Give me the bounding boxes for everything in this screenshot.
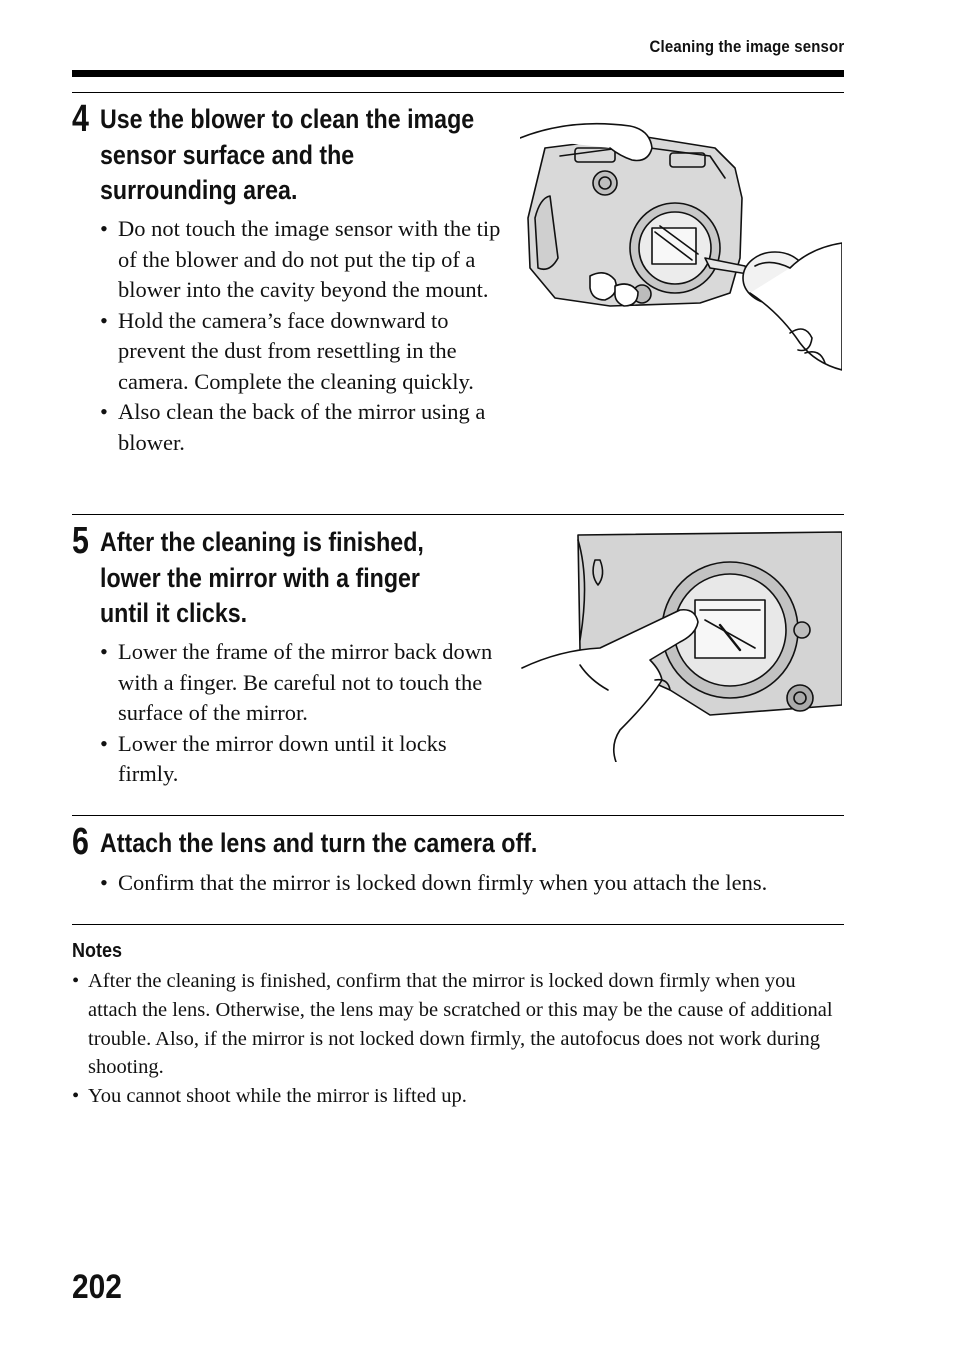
list-item: • Hold the camera’s face downward to prevent the dust from resettling in the camera. Complete the cleaning quickly. bbox=[100, 306, 505, 398]
list-item: • You cannot shoot while the mirror is lifted up. bbox=[72, 1082, 847, 1111]
step-4-bullets bbox=[100, 214, 505, 458]
blower-cleaning-illustration bbox=[520, 108, 842, 376]
step-5-number: 5 bbox=[72, 520, 89, 562]
step-6-number: 6 bbox=[72, 821, 89, 863]
section-divider bbox=[72, 514, 844, 515]
running-header: Cleaning the image sensor bbox=[649, 37, 844, 56]
section-divider bbox=[72, 92, 844, 93]
step-6-bullets bbox=[100, 868, 844, 899]
mirror-lowering-illustration bbox=[520, 530, 842, 762]
step-5-bullets bbox=[100, 637, 495, 790]
list-item: • After the cleaning is finished, confirm that the mirror is locked down firmly when you attach the lens. Otherwise, the lens may be scratched or this may be the cause of additional trouble. Also, if the mirror is not locked down firmly, the autofocus does not work during shooting. bbox=[72, 967, 847, 1082]
step-6-title: Attach the lens and turn the camera off. bbox=[100, 828, 538, 858]
list-item: • Confirm that the mirror is locked down firmly when you attach the lens. bbox=[100, 868, 844, 899]
header-rule bbox=[72, 70, 844, 77]
step-4-number: 4 bbox=[72, 98, 89, 140]
section-divider bbox=[72, 924, 844, 925]
notes-list bbox=[72, 967, 847, 1111]
section-divider bbox=[72, 815, 844, 816]
list-item: • Lower the frame of the mirror back down with a finger. Be careful not to touch the surface of the mirror. bbox=[100, 637, 495, 729]
page-number: 202 bbox=[72, 1268, 122, 1306]
step-4-title: Use the blower to clean the image sensor surface and the surrounding area. bbox=[100, 104, 475, 205]
list-item: • Lower the mirror down until it locks firmly. bbox=[100, 729, 495, 790]
notes-heading: Notes bbox=[72, 940, 123, 962]
list-item: • Do not touch the image sensor with the tip of the blower and do not put the tip of a blower into the cavity beyond the mount. bbox=[100, 214, 505, 306]
list-item: • Also clean the back of the mirror using a blower. bbox=[100, 397, 505, 458]
step-5-title: After the cleaning is finished, lower the mirror with a finger until it clicks. bbox=[100, 527, 424, 628]
